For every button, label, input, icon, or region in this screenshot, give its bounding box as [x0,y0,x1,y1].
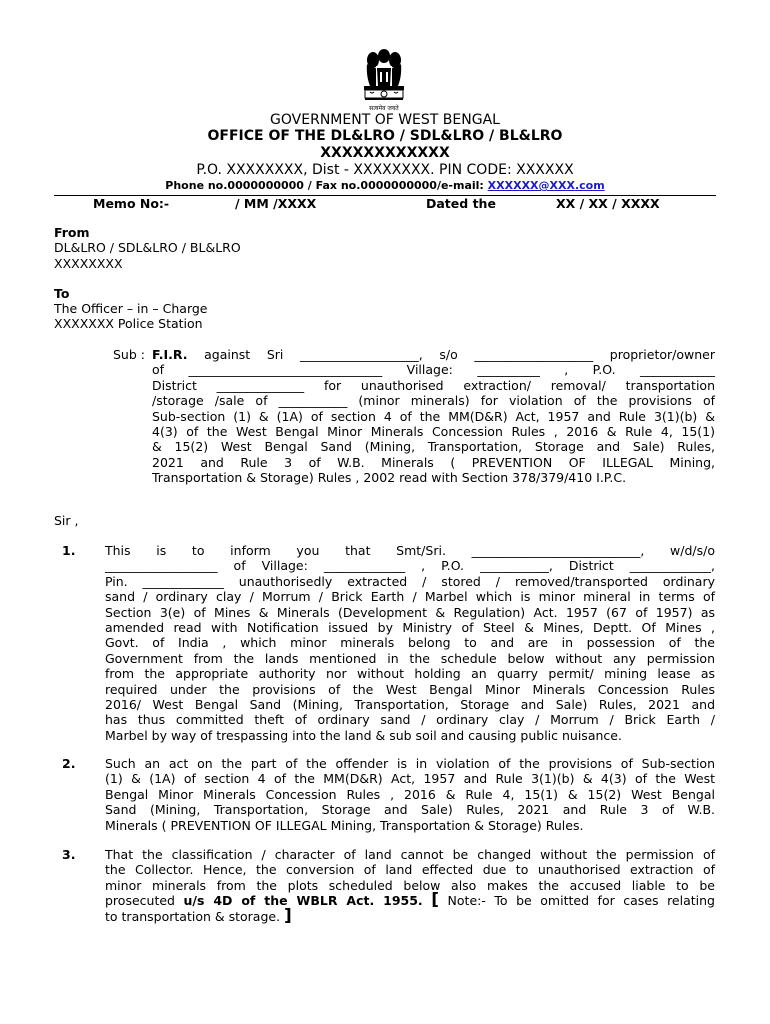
office-address: P.O. XXXXXXXX, Dist - XXXXXXXX. PIN CODE: XXXXXX [196,162,574,178]
dated-value: XX / XX / XXXX [556,196,660,211]
subject-line: 2021 and Rule 3 of W.B. Minerals ( PREVENTION OF ILLEGAL Mining, [152,454,715,470]
office-location: XXXXXXXXXXXX [320,145,450,161]
subject-text: against Sri ___________________, s/o ___________________ proprietor/owner [187,347,715,362]
paragraph-line: minor minerals from the plots scheduled below also makes the accused liable to be [105,877,715,893]
paragraph-number: 1. [62,543,76,558]
paragraph-line: Sand (Mining, Transportation, Storage and Sale) Rules, 2021 and Rule 3 of W.B. [105,802,715,818]
subject-prefix: Sub : [113,347,145,362]
paragraph-line: Pin. _____________ unauthorisedly extracted / stored / removed/transported ordinary [105,573,715,589]
paragraph-line: (1) & (1A) of section 4 of the MM(D&R) Act, 1957 and Rule 3(1)(b) & 4(3) of the West [105,771,715,787]
subject-line [152,347,715,362]
paragraph-line: Government from the lands mentioned in the schedule below without any permission [105,650,715,666]
government-name: GOVERNMENT OF WEST BENGAL [270,112,500,128]
paragraph-1 [105,543,715,743]
memo-number: / MM /XXXX [235,196,317,211]
paragraph-3 [105,847,715,924]
paragraph-line: Minerals ( PREVENTION OF ILLEGAL Mining, Transportation & Storage) Rules. [105,817,584,833]
email-link[interactable]: XXXXXX@XXX.com [487,179,605,192]
subject-block [152,347,715,486]
paragraph-line: That the classification / character of land cannot be changed without the permission of [105,847,715,862]
memo-label: Memo No:- [93,196,170,211]
subject-line: /storage /sale of ___________ (minor minerals) for violation of the provisions of [152,393,715,409]
paragraph-line [105,905,715,926]
from-label: From [54,225,90,240]
paragraph-line: This is to inform you that Smt/Sri. ___________________________, w/d/s/o [105,543,715,558]
paragraph-line: has thus committed theft of ordinary sand / ordinary clay / Morrum / Brick Earth / [105,712,715,728]
bracket-close: ] [284,905,292,926]
paragraph-line: the Collector. Hence, the conversion of land effected due to unauthorised extraction of [105,862,715,878]
prosecuted-text: prosecuted [105,893,184,909]
subject-line: & 15(2) West Bengal Sand (Mining, Transportation, Storage and Sale) Rules, [152,439,715,455]
paragraph-2 [105,756,715,833]
paragraph-line: from the appropriate authority nor without holding an quarry permit/ mining lease as [105,666,715,682]
subject-line: of _______________________________ Village: __________ , P.O. ____________ [152,362,715,378]
subject-line: Transportation & Storage) Rules , 2002 read with Section 378/379/410 I.P.C. [152,470,627,486]
fir-label: F.I.R. [152,347,188,362]
contact-text: Phone no.0000000000 / Fax no.0000000000/e-mail: [165,179,488,192]
contact-line [0,179,770,192]
paragraph-line [105,890,715,911]
to-label: To [54,286,70,301]
paragraph-line: Section 3(e) of Mines & Minerals (Development & Regulation) Act. 1957 (67 of 1957) as [105,604,715,620]
subject-line: District ______________ for unauthorised extraction/ removal/ transportation [152,377,715,393]
subject-line: 4(3) of the West Bengal Minor Minerals Concession Rules , 2016 & Rule 4, 15(1) [152,424,715,440]
paragraph-line: amended read with Notification issued by Ministry of Steel & Mines, Deptt. Of Mines , [105,620,715,636]
paragraph-line: sand / ordinary clay / Morrum / Brick Earth / Marbel which is minor mineral in terms of [105,589,715,605]
note-continuation: to transportation & storage. [105,908,285,924]
svg-text:सत्यमेव जयते: सत्यमेव जयते [369,105,399,112]
paragraph-line: Such an act on the part of the offender is in violation of the provisions of Sub-section [105,756,715,771]
paragraph-line: 2016/ West Bengal Sand (Mining, Transportation, Storage and Sale) Rules, 2021 and [105,697,715,713]
note-text: Note:- To be omitted for cases relating [439,893,715,909]
to-line-1: The Officer – in – Charge [54,301,208,316]
paragraph-number: 2. [62,756,76,771]
from-line-1: DL&LRO / SDL&LRO / BL&LRO [54,240,241,255]
bracket-open: [ [431,890,439,911]
paragraph-line: __________________ of Village: _____________ , P.O. ___________, District _____________, [105,558,715,574]
paragraph-line: required under the provisions of the West Bengal Minor Minerals Concession Rules [105,681,715,697]
paragraph-line: Bengal Minor Minerals Concession Rules , 2016 & Rule 4, 15(1) & 15(2) West Bengal [105,786,715,802]
state-emblem-icon [356,46,412,112]
wblr-section: u/s 4D of the WBLR Act. 1955. [183,893,423,909]
dated-label: Dated the [426,196,496,211]
salutation: Sir , [54,513,79,528]
paragraph-number: 3. [62,847,76,862]
from-line-2: XXXXXXXX [54,256,123,271]
paragraph-line: Marbel by way of trespassing into the land & sub soil and causing public nuisance. [105,727,622,743]
to-line-2: XXXXXXX Police Station [54,316,203,331]
subject-line: Sub-section (1) & (1A) of section 4 of the MM(D&R) Act, 1957 and Rule 3(1)(b) & [152,408,715,424]
office-name: OFFICE OF THE DL&LRO / SDL&LRO / BL&LRO [207,128,563,144]
paragraph-line: Govt. of India , which minor minerals belong to and are in possession of the [105,635,715,651]
